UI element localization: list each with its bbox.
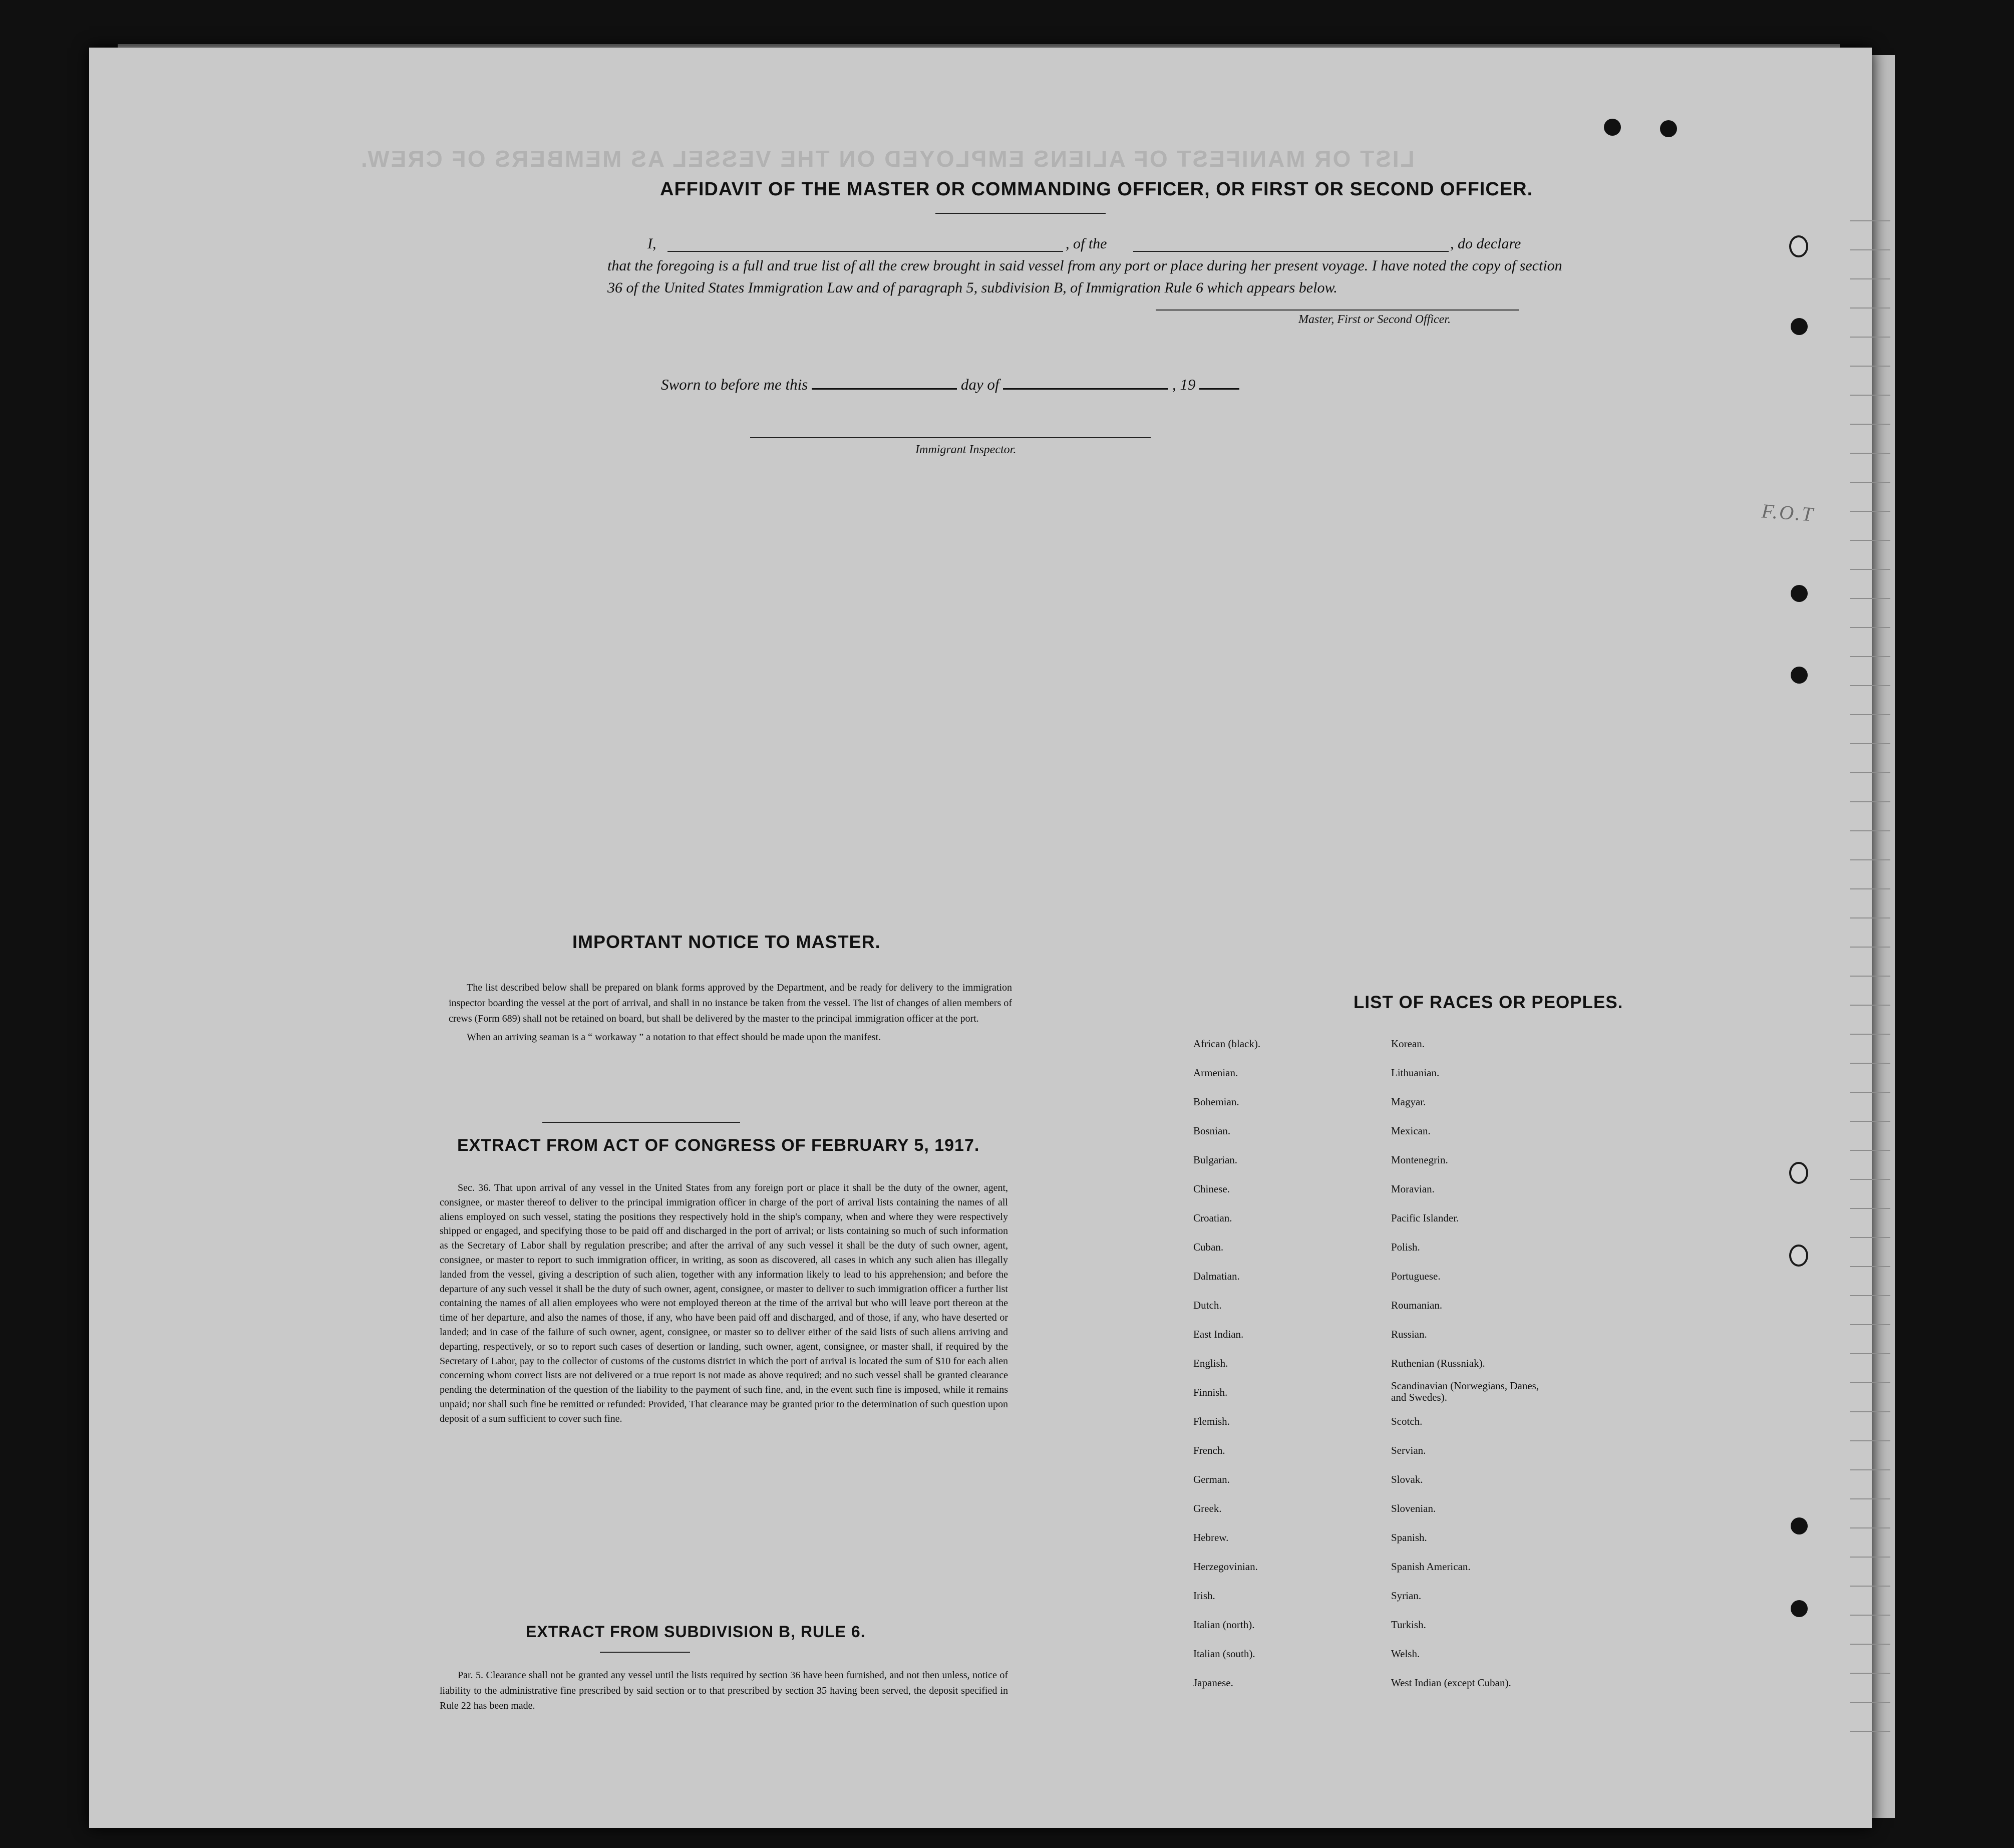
year-blank xyxy=(1199,388,1239,390)
ledger-rule xyxy=(1850,1005,1890,1006)
ledger-rule xyxy=(1850,278,1890,279)
ledger-rule xyxy=(1850,395,1890,396)
ledger-rule xyxy=(1850,220,1890,221)
ledger-rule xyxy=(1850,1150,1890,1151)
race-item: Pacific Islander. xyxy=(1391,1212,1459,1224)
ledger-rule xyxy=(1850,1295,1890,1296)
ledger-rule xyxy=(1850,1121,1890,1122)
ledger-rule xyxy=(1850,1382,1890,1383)
race-item: West Indian (except Cuban). xyxy=(1391,1677,1511,1689)
race-item: Syrian. xyxy=(1391,1590,1422,1602)
race-item: German. xyxy=(1193,1473,1230,1485)
paragraph-5-text: Par. 5. Clearance shall not be granted any vessel until the lists required by section 36 have been furnished, and not then unless, notice of liability to the administrative fine prescribed by said section or to that prescribed by section 35 having been served, the deposit specified in Rule 22 has been made. xyxy=(440,1670,1008,1711)
race-item: Portuguese. xyxy=(1391,1270,1441,1282)
ledger-rule xyxy=(1850,801,1890,802)
ledger-rule xyxy=(1850,1673,1890,1674)
race-item: Italian (south). xyxy=(1193,1648,1255,1660)
race-item: Slovenian. xyxy=(1391,1502,1436,1514)
race-item: Hebrew. xyxy=(1193,1531,1229,1544)
ledger-rule xyxy=(1850,1615,1890,1616)
margin-handwriting: F.O.T xyxy=(1761,499,1815,526)
race-item: Korean. xyxy=(1391,1038,1425,1050)
race-item: Roumanian. xyxy=(1391,1299,1443,1311)
i-label: I, xyxy=(647,235,656,252)
ledger-rule xyxy=(1850,888,1890,889)
races-right-column xyxy=(1391,1029,1541,1697)
rule-extract-title: EXTRACT FROM SUBDIVISION B, RULE 6. xyxy=(526,1623,866,1641)
race-item: Bulgarian. xyxy=(1193,1154,1238,1166)
affidavit-title: AFFIDAVIT OF THE MASTER OR COMMANDING OFFICER, OR FIRST OR SECOND OFFICER. xyxy=(660,179,1533,200)
race-item: Moravian. xyxy=(1391,1183,1435,1195)
binding-hole xyxy=(1660,120,1677,137)
ledger-rule xyxy=(1850,1644,1890,1645)
race-item: Montenegrin. xyxy=(1391,1154,1448,1166)
ledger-rule xyxy=(1850,1702,1890,1703)
binding-ring xyxy=(1789,235,1808,257)
ledger-rule xyxy=(1850,540,1890,541)
ledger-rule xyxy=(1850,424,1890,425)
race-item: Irish. xyxy=(1193,1590,1215,1602)
race-item: Dalmatian. xyxy=(1193,1270,1240,1282)
ledger-rule xyxy=(1850,1557,1890,1558)
binding-hole xyxy=(1791,1600,1808,1617)
notice-para-1: The list described below shall be prepared on blank forms approved by the Department, and be ready for delivery to the immigration inspector boarding the vessel at the port of arrival, and shall in no instance be taken from the vessel. The list of changes of alien members of crews (Form 689) shall not be retained on board, but shall be delivered by the master to the principal immigration officer at the port. xyxy=(449,982,1012,1024)
ledger-rule xyxy=(1850,830,1890,831)
ledger-rule xyxy=(1850,1586,1890,1587)
ledger-rule xyxy=(1850,1237,1890,1238)
affidavit-text: that the foregoing is a full and true list of all the crew brought in said vessel from any port or place during her present voyage. I have noted the copy of section 36 of the United States Immigration Law and of paragraph 5, subdivision B, of Immigration Rule 6 which appears below. xyxy=(607,257,1562,296)
ledger-rule xyxy=(1850,1527,1890,1528)
ledger-rule xyxy=(1850,772,1890,773)
notice-title: IMPORTANT NOTICE TO MASTER. xyxy=(572,932,881,952)
race-item: Spanish. xyxy=(1391,1531,1427,1544)
bleed-through-title: LIST OR MANIFEST OF ALIENS EMPLOYED ON THE VESSEL AS MEMBERS OF CREW. xyxy=(360,146,1415,172)
race-item: Servian. xyxy=(1391,1444,1426,1456)
ledger-rule xyxy=(1850,627,1890,628)
ledger-rule xyxy=(1850,249,1890,250)
rule-title-rule xyxy=(600,1652,690,1653)
master-signature-line xyxy=(1156,310,1519,311)
race-item: Italian (north). xyxy=(1193,1619,1255,1631)
binding-ring xyxy=(1789,1245,1808,1267)
notice-body xyxy=(449,980,1012,1045)
race-item: Herzegovinian. xyxy=(1193,1561,1258,1573)
year-label: , 19 xyxy=(1172,376,1196,393)
ledger-rule xyxy=(1850,366,1890,367)
ledger-rule xyxy=(1850,1208,1890,1209)
ledger-rule xyxy=(1850,1469,1890,1470)
month-blank xyxy=(1003,388,1168,390)
ledger-rule xyxy=(1850,743,1890,744)
race-item: Finnish. xyxy=(1193,1386,1228,1398)
race-item: Scandinavian (Norwegians, Danes, and Swedes). xyxy=(1391,1380,1539,1403)
inspector-label: Immigrant Inspector. xyxy=(915,443,1017,456)
name-blank xyxy=(667,251,1063,252)
race-item: Dutch. xyxy=(1193,1299,1222,1311)
race-item: Japanese. xyxy=(1193,1677,1233,1689)
ledger-rule xyxy=(1850,482,1890,483)
binding-hole xyxy=(1791,318,1808,335)
race-item: Russian. xyxy=(1391,1328,1427,1340)
vessel-blank xyxy=(1133,251,1449,252)
ledger-rule xyxy=(1850,1092,1890,1093)
race-item: Turkish. xyxy=(1391,1619,1426,1631)
ledger-rule xyxy=(1850,569,1890,570)
race-item: Polish. xyxy=(1391,1241,1420,1253)
race-item: Magyar. xyxy=(1391,1096,1426,1108)
race-item: Slovak. xyxy=(1391,1473,1423,1485)
ledger-rule xyxy=(1850,947,1890,948)
of-the-label: , of the xyxy=(1066,235,1107,252)
ledger-rule xyxy=(1850,1498,1890,1499)
race-item: Ruthenian (Russniak). xyxy=(1391,1357,1485,1369)
race-item: Armenian. xyxy=(1193,1067,1238,1079)
ledger-rule xyxy=(1850,685,1890,686)
ledger-rule xyxy=(1850,917,1890,918)
notice-para-2: When an arriving seaman is a “ workaway ” a notation to that effect should be made upon the manifest. xyxy=(467,1032,881,1043)
race-item: Scotch. xyxy=(1391,1415,1423,1427)
binding-ring xyxy=(1789,1162,1808,1184)
ledger-rule xyxy=(1850,859,1890,860)
race-item: Bohemian. xyxy=(1193,1096,1239,1108)
ledger-rule xyxy=(1850,598,1890,599)
binding-hole xyxy=(1791,1517,1808,1534)
race-item: Chinese. xyxy=(1193,1183,1230,1195)
ledger-rule xyxy=(1850,1179,1890,1180)
ledger-rule xyxy=(1850,1063,1890,1064)
ledger-rule xyxy=(1850,337,1890,338)
document-page xyxy=(89,48,1872,1828)
ledger-rule xyxy=(1850,1266,1890,1267)
race-item: Bosnian. xyxy=(1193,1125,1231,1137)
section-36-text: Sec. 36. That upon arrival of any vessel in the United States from any foreign port or place it shall be the duty of the owner, agent, consignee, or master thereof to deliver to the principal immigration officer in charge of the port of arrival lists containing the names of all aliens employed on such vessel, stating the positions they respectively hold in the ship's company, when and where they were respectively shipped or engaged, and specifying those to be paid off and discharged in the port of arrival; or lists containing so much of such information as the Secretary of Labor shall by regulation prescribe; and after the arrival of any such vessel it shall be the duty of such owner, agent, consignee, or master to report to such immigration officer, in writing, as soon as discovered, all cases in which any such alien has illegally landed from the vessel, giving a description of such alien, together with any information likely to lead to his apprehension; and before the departure of any such vessel it shall be the duty of such owner, agent, consignee, or master to deliver to such immigration officer a further list containing the names of all alien employees who were not employed thereon at the time of the arrival but who will leave port thereon at the time of her departure, and also the names of those, if any, who have been paid off and discharged, and of those, if any, who have deserted or landed; and in case of the failure of such owner, agent, consignee, or master so to deliver either of the said lists of such aliens arriving and departing, respectively, or so to report such cases of desertion or landing, such owner, agent, consignee, or master shall, if required by the Secretary of Labor, pay to the collector of customs of the customs district in which the port of arrival is located the sum of $10 for each alien concerning whom correct lists are not delivered or a true report is not made as above required; and no such vessel shall be granted clearance pending the determination of the question of the liability to the payment of such fine, and, in the event such fine is imposed, while it remains unpaid; nor shall such fine be remitted or refunded: Provided, That clearance may be granted prior to the determination of such question upon deposit of a sum sufficient to cover such fine. xyxy=(440,1182,1008,1424)
race-item: Croatian. xyxy=(1193,1212,1232,1224)
race-item: Spanish American. xyxy=(1391,1561,1471,1573)
binding-hole xyxy=(1791,585,1808,602)
race-item: Lithuanian. xyxy=(1391,1067,1440,1079)
act-extract-title: EXTRACT FROM ACT OF CONGRESS OF FEBRUARY 5, 1917. xyxy=(457,1136,980,1155)
master-signature-label: Master, First or Second Officer. xyxy=(1298,313,1451,326)
binding-hole xyxy=(1604,119,1621,136)
affidavit-declaration xyxy=(607,233,1579,299)
race-item: Flemish. xyxy=(1193,1415,1230,1427)
binding-hole xyxy=(1791,667,1808,684)
sworn-line xyxy=(661,376,1239,394)
day-blank xyxy=(812,388,957,390)
race-item: Cuban. xyxy=(1193,1241,1224,1253)
ledger-rule xyxy=(1850,453,1890,454)
ledger-rule xyxy=(1850,1440,1890,1441)
races-title: LIST OF RACES OR PEOPLES. xyxy=(1354,993,1623,1012)
races-left-column xyxy=(1193,1029,1260,1697)
race-item: East Indian. xyxy=(1193,1328,1244,1340)
race-item: African (black). xyxy=(1193,1038,1261,1050)
ledger-rule xyxy=(1850,1324,1890,1325)
day-of-label: day of xyxy=(960,376,999,393)
ledger-rule xyxy=(1850,307,1890,309)
ledger-rule xyxy=(1850,714,1890,715)
ledger-rule xyxy=(1850,1034,1890,1035)
ledger-rule xyxy=(1850,656,1890,657)
ledger-rule xyxy=(1850,511,1890,512)
race-item: Mexican. xyxy=(1391,1125,1431,1137)
ledger-rule xyxy=(1850,1353,1890,1354)
do-declare-label: , do declare xyxy=(1450,235,1521,252)
ledger-rule xyxy=(1850,976,1890,977)
inspector-signature-line xyxy=(750,437,1151,438)
ledger-rule xyxy=(1850,1731,1890,1732)
notice-rule xyxy=(542,1122,740,1123)
race-item: Welsh. xyxy=(1391,1648,1420,1660)
race-item: Greek. xyxy=(1193,1502,1222,1514)
title-rule xyxy=(935,213,1106,214)
ledger-rule xyxy=(1850,1411,1890,1412)
race-item: French. xyxy=(1193,1444,1225,1456)
race-item: English. xyxy=(1193,1357,1228,1369)
sworn-label: Sworn to before me this xyxy=(661,376,808,393)
